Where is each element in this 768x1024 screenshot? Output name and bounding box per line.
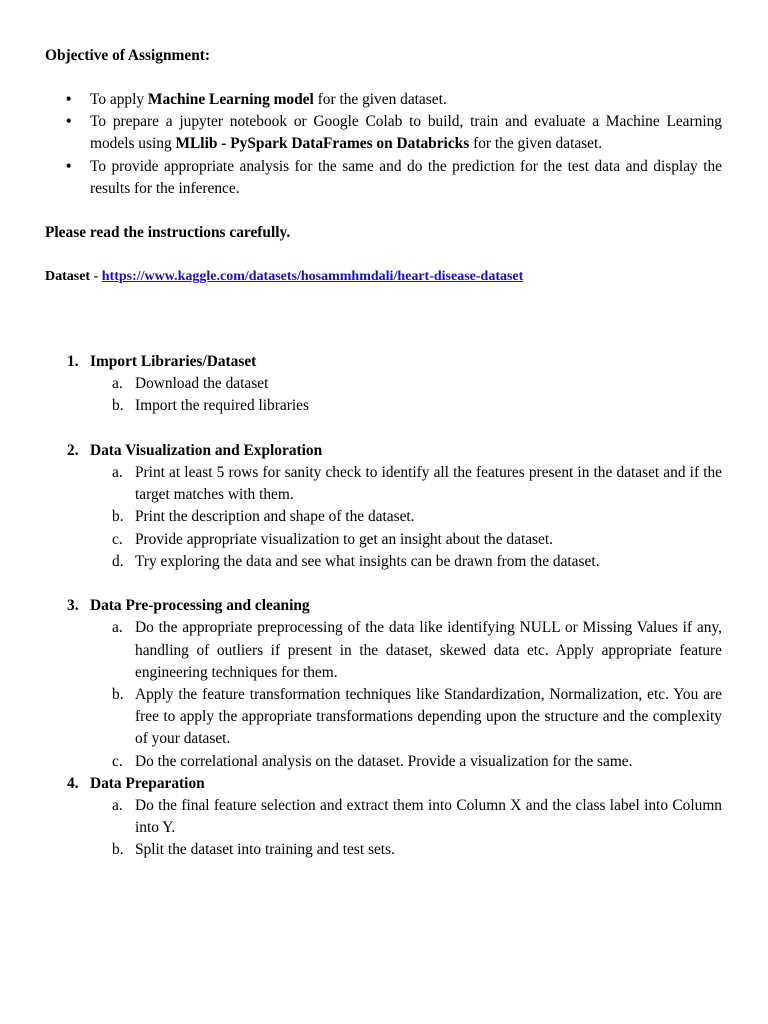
step-item [45, 617, 722, 684]
step-number: 1. [67, 353, 79, 370]
bullet-text: for the given dataset. [313, 91, 447, 108]
item-letter: d. [112, 552, 124, 570]
item-text: Do the final feature selection and extract them into Column X and the class label into Column into Y. [135, 797, 722, 837]
step-item [45, 751, 722, 773]
step-item [45, 684, 722, 751]
spacer [45, 573, 722, 595]
dataset-line [45, 266, 722, 288]
step-heading [45, 351, 722, 373]
item-text: Split the dataset into training and test sets. [135, 841, 395, 859]
step-title: Data Pre-processing and cleaning [90, 597, 310, 615]
bullet-text: To provide appropriate analysis for the same and do the prediction for the test data and display the results for the inference. [90, 157, 722, 197]
item-text: Import the required libraries [135, 397, 309, 415]
bullet-text: To apply [90, 91, 148, 108]
step-heading [45, 440, 722, 462]
item-letter: b. [112, 686, 124, 704]
step-section-1 [45, 351, 722, 418]
step-section-4 [45, 773, 722, 862]
step-section-3 [45, 595, 722, 773]
item-letter: a. [112, 464, 123, 481]
bullet-text: for the given dataset. [469, 135, 603, 153]
step-item [45, 462, 722, 506]
step-item [45, 795, 722, 839]
bullet-dot-icon: • [66, 157, 72, 175]
objective-bullet-1 [45, 89, 722, 111]
item-text: Do the appropriate preprocessing of the data like identifying NULL or Missing Values if any, handling of outliers if present in the dataset, skewed data etc. Apply appropriate feature engineering techniques for them. [135, 619, 722, 681]
item-letter: c. [112, 752, 123, 770]
bullet-bold-text: MLlib - PySpark DataFrames on Databricks [175, 135, 470, 153]
item-text: Provide appropriate visualization to get an insight about the dataset. [135, 530, 554, 548]
step-item [45, 373, 722, 395]
objective-bullet-2 [45, 111, 722, 155]
item-text: Print at least 5 rows for sanity check to identify all the features present in the dataset and if the target matches with them. [135, 464, 722, 504]
objective-bullet-list [45, 89, 722, 200]
step-item [45, 506, 722, 528]
dataset-label: Dataset - [45, 269, 102, 284]
step-number: 2. [67, 441, 79, 459]
item-letter: a. [112, 797, 123, 815]
step-item [45, 551, 722, 573]
item-text: Apply the feature transformation techniques like Standardization, Normalization, etc. You are free to apply the appropriate transformations depending upon the structure and the complexity of your dataset. [135, 686, 722, 748]
bullet-text: To prepare a jupyter notebook or Google Colab to build, train and evaluate a Machine Learning models using [90, 113, 722, 153]
step-title: Data Preparation [90, 774, 205, 792]
step-number: 4. [67, 774, 79, 792]
item-letter: b. [112, 508, 124, 526]
step-item [45, 529, 722, 551]
bullet-dot-icon: • [66, 91, 72, 108]
step-item [45, 395, 722, 417]
item-letter: b. [112, 397, 124, 415]
bullet-bold-text: Machine Learning model [147, 91, 314, 108]
instructions-note: Please read the instructions carefully. [45, 224, 291, 241]
dataset-link[interactable]: https://www.kaggle.com/datasets/hosammhmdali/heart-disease-dataset [101, 269, 524, 284]
item-letter: a. [112, 619, 123, 637]
item-letter: c. [112, 530, 123, 548]
objective-heading: Objective of Assignment: [45, 47, 210, 64]
item-text: Do the correlational analysis on the dataset. Provide a visualization for the same. [135, 752, 633, 770]
item-text: Try exploring the data and see what insights can be drawn from the dataset. [135, 552, 600, 570]
step-title: Import Libraries/Dataset [90, 353, 257, 370]
step-number: 3. [67, 597, 79, 615]
bullet-dot-icon: • [66, 113, 72, 131]
spacer [45, 418, 722, 440]
item-letter: b. [112, 841, 124, 859]
step-heading [45, 773, 722, 795]
item-letter: a. [112, 375, 123, 393]
step-section-2 [45, 440, 722, 573]
step-item [45, 839, 722, 861]
step-title: Data Visualization and Exploration [90, 441, 323, 459]
instruction-steps-list [45, 351, 722, 862]
objective-bullet-3 [45, 156, 722, 200]
item-text: Download the dataset [135, 375, 269, 393]
step-heading [45, 595, 722, 617]
item-text: Print the description and shape of the dataset. [135, 508, 415, 526]
